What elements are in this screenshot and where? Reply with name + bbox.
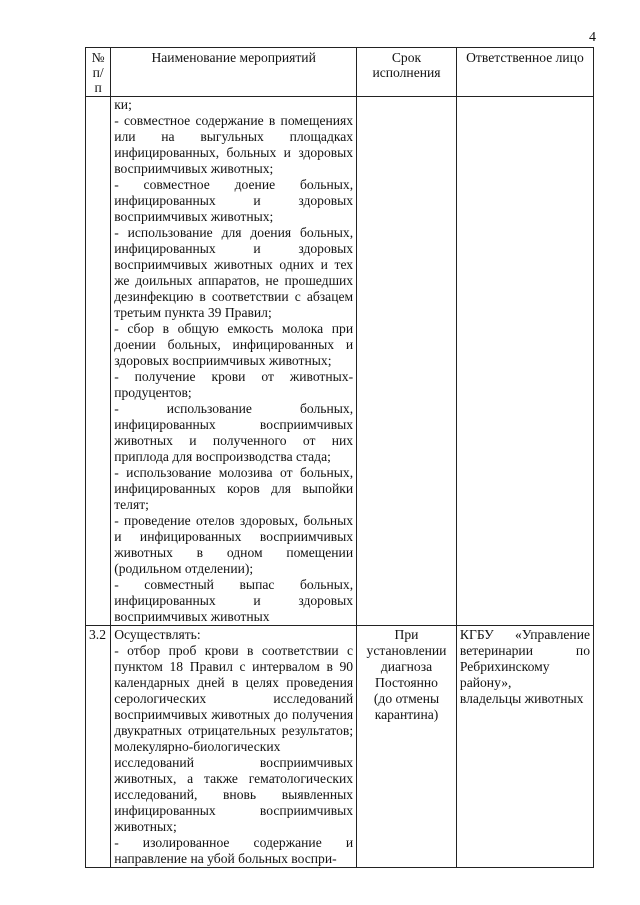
measure-line: - совместный выпас больных, инфицированных и здоровых восприимчивых животных bbox=[114, 577, 354, 624]
table-header-row bbox=[86, 48, 594, 97]
term-line: (до отмены карантина) bbox=[373, 691, 440, 722]
measure-line: - совместное содержание в помещениях или на выгульных площадках инфицированных, больных и здоровых восприимчивых животных; bbox=[114, 113, 354, 176]
measure-line: - изолированное содержание и направление на убой больных воспри- bbox=[114, 835, 354, 866]
measure-line: - использование для доения больных, инфицированных и здоровых восприимчивых животных одних и тех же доильных аппаратов, не прошедших дезинфекцию в соответствии с абзацем третьим пункта 39 Правил; bbox=[114, 225, 354, 320]
table-row bbox=[86, 626, 594, 868]
row-responsible bbox=[456, 97, 593, 626]
row-term bbox=[357, 626, 457, 868]
row-measures bbox=[111, 626, 357, 868]
responsible-line: КГБУ «Управление ветеринарии по Ребрихинскому району», bbox=[459, 627, 590, 690]
row-measures bbox=[111, 97, 357, 626]
header-name: Наименование мероприятий bbox=[111, 48, 357, 97]
responsible-line: владельцы животных bbox=[459, 691, 584, 706]
measure-line: - получение крови от животных-продуцентов; bbox=[114, 369, 354, 400]
term-line: Постоянно bbox=[375, 675, 438, 690]
measure-line: - использование больных, инфицированных восприимчивых животных и полученного от них приплода для воспроизводства стада; bbox=[114, 401, 354, 464]
measure-line: - совместное доение больных, инфицированных и здоровых восприимчивых животных; bbox=[114, 177, 354, 224]
table-row bbox=[86, 97, 594, 626]
measure-line: ки; bbox=[114, 97, 132, 112]
measure-line: - сбор в общую емкость молока при доении больных, инфицированных и здоровых восприимчивых животных; bbox=[114, 321, 354, 368]
row-num bbox=[86, 97, 111, 626]
row-term bbox=[357, 97, 457, 626]
measure-line: - проведение отелов здоровых, больных и инфицированных восприимчивых животных в одном помещении (родильном отделении); bbox=[114, 513, 354, 576]
row-responsible bbox=[456, 626, 593, 868]
row-num: 3.2 bbox=[86, 626, 111, 868]
measure-line: Осуществлять: bbox=[114, 627, 201, 642]
measure-line: - использование молозива от больных, инфицированных коров для выпойки телят; bbox=[114, 465, 354, 512]
header-term: Срок исполнения bbox=[357, 48, 457, 97]
term-line: При установлении диагноза bbox=[366, 627, 447, 674]
header-responsible: Ответственное лицо bbox=[456, 48, 593, 97]
measure-line: - отбор проб крови в соответствии с пунктом 18 Правил с интервалом в 90 календарных дней в целях проведения серологических исследований восприимчивых животных до получения двукратных отрицательных результатов; молекулярно-биологических исследований восприимчивых животных, а также гематологических исследований, вновь выявленных инфицированных восприимчивых животных; bbox=[114, 643, 354, 834]
measures-table bbox=[85, 47, 594, 868]
page-number: 4 bbox=[589, 30, 596, 45]
header-num: № п/п bbox=[86, 48, 111, 97]
